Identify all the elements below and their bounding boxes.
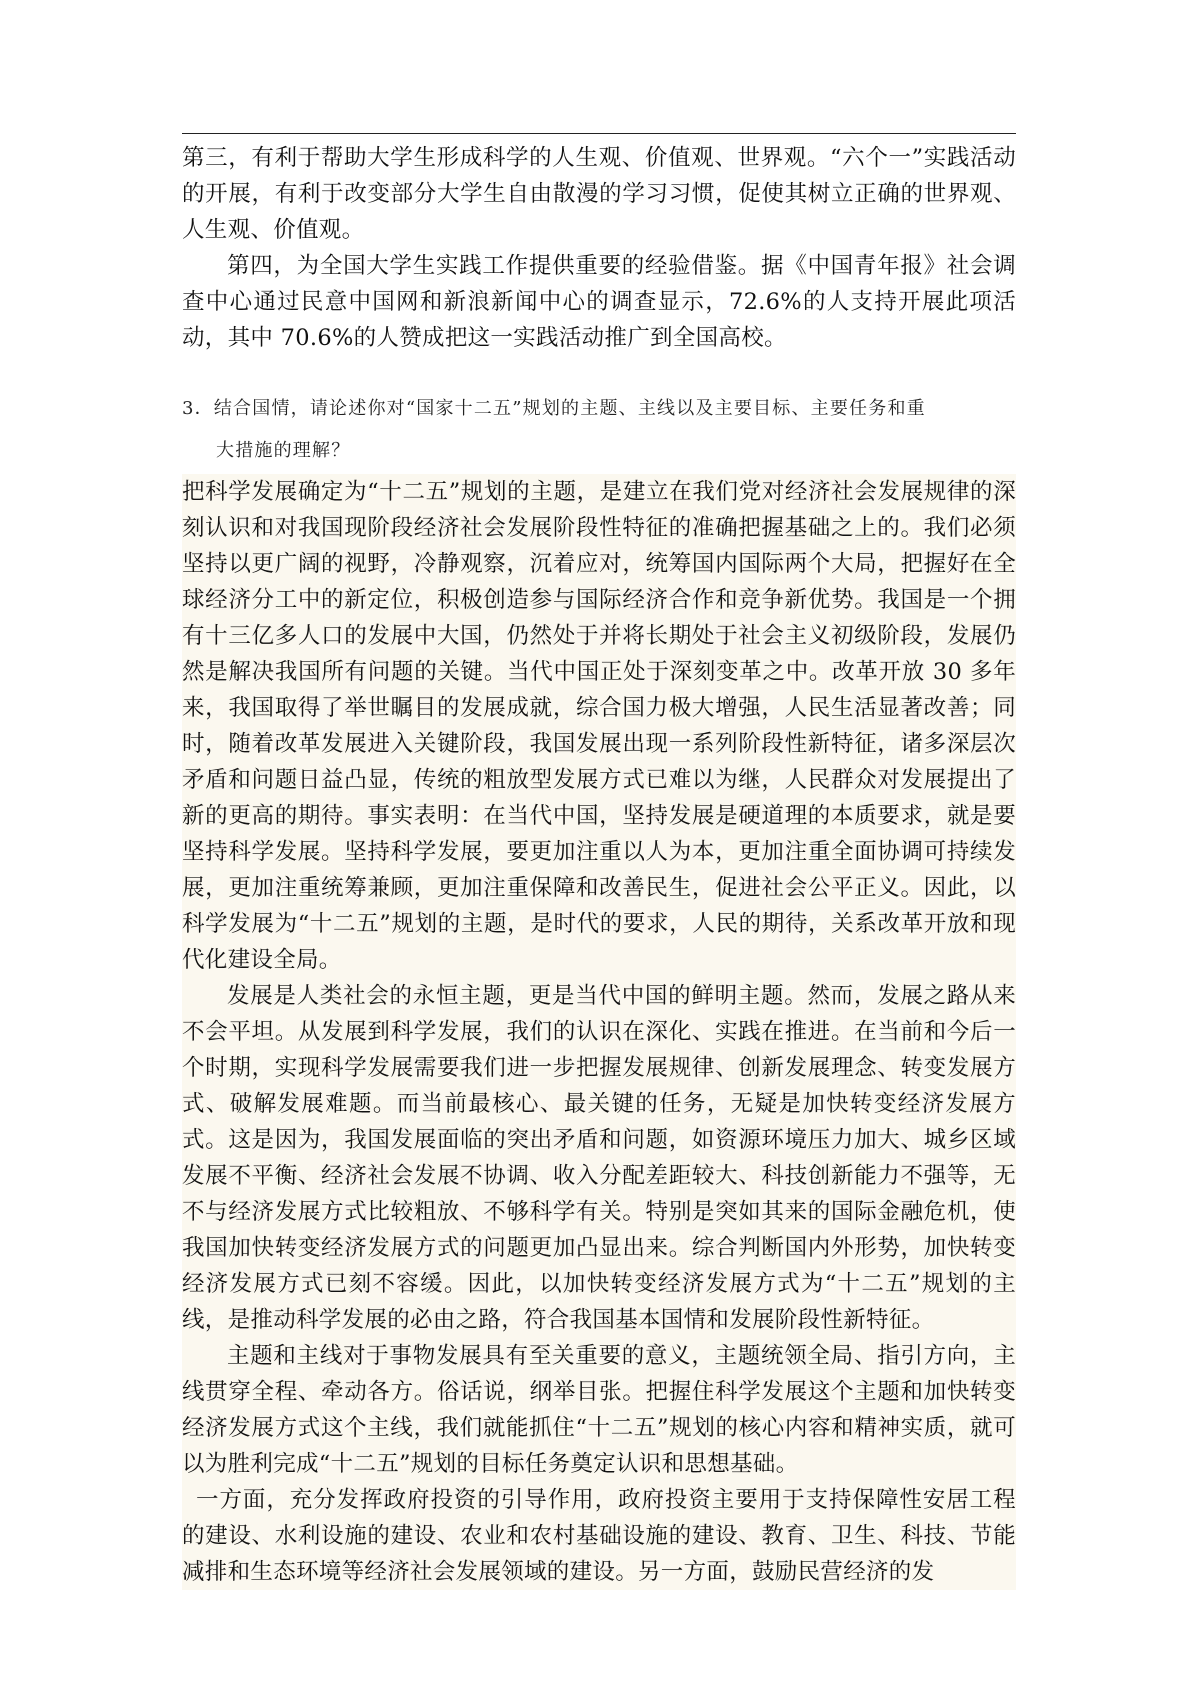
answer-paragraph-theme: 把科学发展确定为“十二五”规划的主题，是建立在我们党对经济社会发展规律的深刻认识和对我国现阶段经济社会发展阶段性特征的准确把握基础之上的。我们必须坚持以更广阔的视野，冷静观察，沉着应对，统筹国内国际两个大局，把握好在全球经济分工中的新定位，积极创造参与国际经济合作和竞争新优势。我国是一个拥有十三亿多人口的发展中大国，仍然处于并将长期处于社会主义初级阶段，发展仍然是解决我国所有问题的关键。当代中国正处于深刻变革之中。改革开放 30 多年来，我国取得了举世瞩目的发展成就，综合国力极大增强，人民生活显著改善；同时，随着改革发展进入关键阶段，我国发展出现一系列阶段性新特征，诸多深层次矛盾和问题日益凸显，传统的粗放型发展方式已难以为继，人民群众对发展提出了新的更高的期待。事实表明：在当代中国，坚持发展是硬道理的本质要求，就是要坚持科学发展。坚持科学发展，要更加注重以人为本，更加注重全面协调可持续发展，更加注重统筹兼顾，更加注重保障和改善民生，促进社会公平正义。因此，以科学发展为“十二五”规划的主题，是时代的要求，人民的期待，关系改革开放和现代化建设全局。: [182, 479, 1016, 973]
answer-block: [182, 474, 1016, 1590]
question-line-2: 大措施的理解？: [216, 440, 351, 461]
header-rule: [182, 133, 1016, 134]
paragraph-fourth-point: 第四，为全国大学生实践工作提供重要的经验借鉴。据《中国青年报》社会调查中心通过民意中国网和新浪新闻中心的调查显示，72.6%的人支持开展此项活动，其中 70.6%的人赞成把这一实践活动推广到全国高校。: [182, 253, 1016, 351]
answer-paragraph-mainline: 发展是人类社会的永恒主题，更是当代中国的鲜明主题。然而，发展之路从来不会平坦。从发展到科学发展，我们的认识在深化、实践在推进。在当前和今后一个时期，实现科学发展需要我们进一步把握发展规律、创新发展理念、转变发展方式、破解发展难题。而当前最核心、最关键的任务，无疑是加快转变经济发展方式。这是因为，我国发展面临的突出矛盾和问题，如资源环境压力加大、城乡区域发展不平衡、经济社会发展不协调、收入分配差距较大、科技创新能力不强等，无不与经济发展方式比较粗放、不够科学有关。特别是突如其来的国际金融危机，使我国加快转变经济发展方式的问题更加凸显出来。综合判断国内外形势，加快转变经济发展方式已刻不容缓。因此，以加快转变经济发展方式为“十二五”规划的主线，是推动科学发展的必由之路，符合我国基本国情和发展阶段性新特征。: [182, 983, 1016, 1333]
answer-paragraph-significance: 主题和主线对于事物发展具有至关重要的意义，主题统领全局、指引方向，主线贯穿全程、牵动各方。俗话说，纲举目张。把握住科学发展这个主题和加快转变经济发展方式这个主线，我们就能抓住“十二五”规划的核心内容和精神实质，就可以为胜利完成“十二五”规划的目标任务奠定认识和思想基础。: [182, 1343, 1016, 1477]
answer-paragraph-measures: 一方面，充分发挥政府投资的引导作用，政府投资主要用于支持保障性安居工程的建设、水利设施的建设、农业和农村基础设施的建设、教育、卫生、科技、节能减排和生态环境等经济社会发展领域的建设。另一方面，鼓励民营经济的发: [182, 1487, 1016, 1585]
paragraph-third-point: 第三，有利于帮助大学生形成科学的人生观、价值观、世界观。“六个一”实践活动的开展，有利于改变部分大学生自由散漫的学习习惯，促使其树立正确的世界观、人生观、价值观。: [182, 145, 1016, 243]
question-3: [182, 395, 1016, 465]
question-line-1: 3．结合国情，请论述你对“国家十二五”规划的主题、主线以及主要目标、主要任务和重: [182, 398, 926, 419]
section-block-1: [182, 140, 1016, 356]
